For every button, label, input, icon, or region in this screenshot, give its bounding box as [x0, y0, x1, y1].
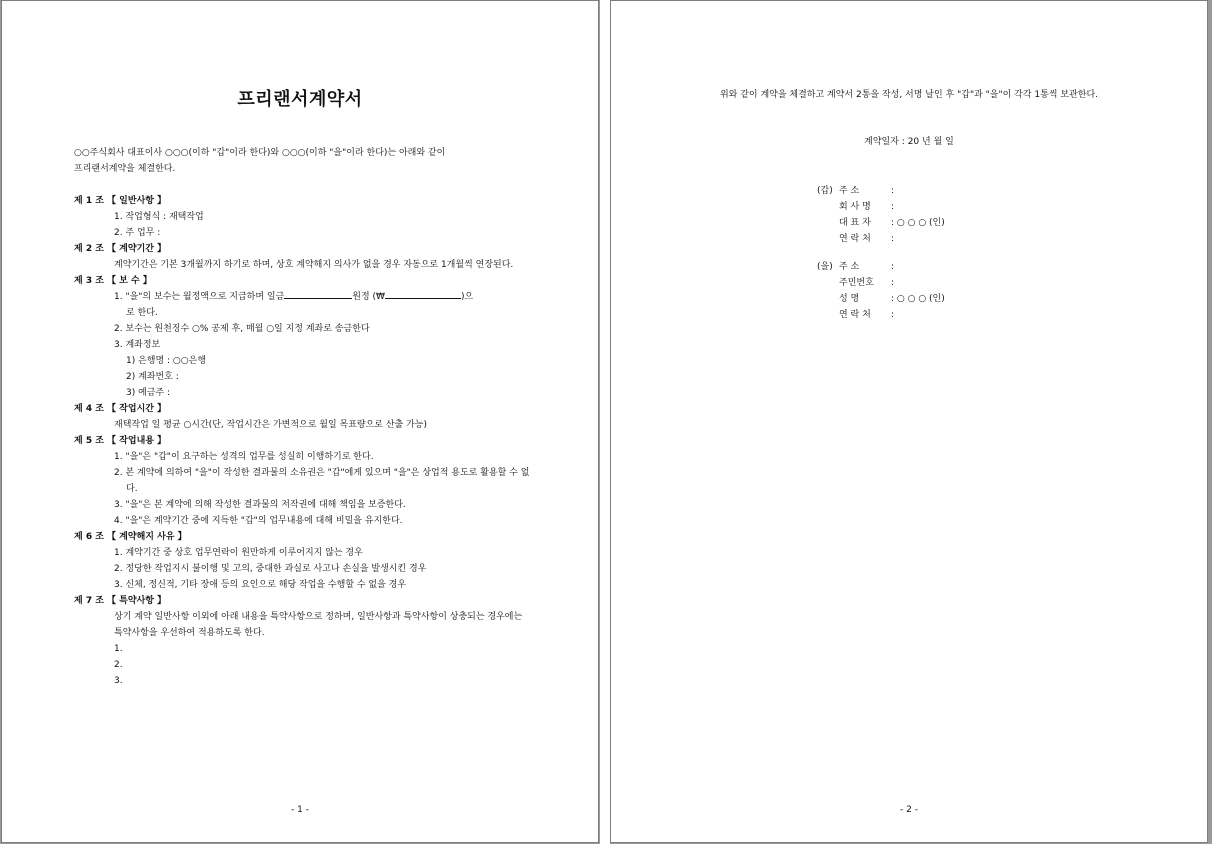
amount-blank: [284, 289, 352, 299]
party-b-label: (을): [817, 262, 833, 272]
article-4-heading: 제 4 조 【 작업시간 】: [74, 404, 167, 414]
document-page-2: [610, 0, 1208, 843]
article-1-heading: 제 1 조 【 일반사항 】: [74, 196, 167, 206]
field-value: :: [891, 310, 895, 320]
field-label: 연 락 처: [839, 234, 871, 244]
article-7-heading: 제 7 조 【 특약사항 】: [74, 596, 167, 606]
field-value: :: [891, 262, 895, 272]
list-item: 4. "을"은 계약기간 중에 지득한 "갑"의 업무내용에 대해 비밀을 유지한다.: [114, 516, 403, 526]
article-6-heading: 제 6 조 【 계약해지 사유 】: [74, 532, 187, 542]
page-gap: [600, 0, 610, 844]
list-item: [74, 289, 530, 305]
article-5-heading: 제 5 조 【 작업내용 】: [74, 436, 167, 446]
article-2-heading: 제 2 조 【 계약기간 】: [74, 244, 167, 254]
list-item: 3) 예금주 :: [126, 388, 171, 398]
list-item: 2. 본 계약에 의하여 "을"이 작성한 결과물의 소유권은 "갑"에게 있으며 "을"은 상업적 용도로 활용할 수 없다.: [114, 468, 530, 494]
field-label: 연 락 처: [839, 310, 871, 320]
field-label: 대 표 자: [839, 218, 871, 228]
field-value: :: [891, 202, 895, 212]
list-item-continuation: 로 한다.: [126, 308, 158, 318]
party-a-label: (갑): [817, 186, 833, 196]
field-label: 성 명: [839, 294, 860, 304]
salary-text-c: )으: [460, 292, 474, 302]
field-value: : ○ ○ ○ (인): [891, 294, 945, 304]
amount-blank-numeric: [385, 289, 461, 299]
page-title: 프리랜서계약서: [237, 89, 363, 110]
list-item: 2. 주 업무 :: [114, 228, 161, 238]
article-2-body: 계약기간은 기본 3개월까지 하기로 하며, 상호 계약해지 의사가 없을 경우 자동으로 1개월씩 연장된다.: [114, 260, 514, 270]
list-item: 2.: [114, 660, 123, 670]
list-item: 1) 은행명 : ○○은행: [126, 356, 207, 366]
intro-line-1: ○○주식회사 대표이사 ○○○(이하 "갑"이라 한다)와 ○○○(이하 "을"이라 한다)는 아래와 같이: [74, 148, 446, 158]
field-label: 회 사 명: [839, 202, 871, 212]
intro-line-2: 프리랜서계약을 체결한다.: [74, 164, 176, 174]
salary-text-b: 원정 (₩: [352, 292, 385, 302]
list-item: 2. 보수는 원천징수 ○% 공제 후, 매월 ○일 지정 계좌로 송금한다: [114, 324, 370, 334]
field-value: : ○ ○ ○ (인): [891, 218, 945, 228]
list-item: 1. 계약기간 중 상호 업무연락이 원만하게 이루어지지 않는 경우: [114, 548, 363, 558]
closing-statement: 위와 같이 계약을 체결하고 계약서 2통을 작성, 서명 날인 후 "갑"과 "을"이 각각 1통씩 보관한다.: [719, 90, 1099, 100]
field-label: 주 소: [839, 186, 860, 196]
article-3-heading: 제 3 조 【 보 수 】: [74, 276, 152, 286]
party-b-block: [817, 259, 945, 323]
list-item: 3. 신체, 정신적, 기타 장애 등의 요인으로 해당 작업을 수행할 수 없을 경우: [114, 580, 407, 590]
list-item: 3.: [114, 676, 123, 686]
list-item: 3. "을"은 본 계약에 의해 작성한 결과물의 저작권에 대해 책임을 보증한다.: [114, 500, 406, 510]
field-value: :: [891, 234, 895, 244]
field-value: :: [891, 186, 895, 196]
list-item: 1. "을"은 "갑"이 요구하는 성격의 업무를 성실히 이행하기로 한다.: [114, 452, 374, 462]
article-7-body: 상기 계약 일반사항 이외에 아래 내용을 특약사항으로 정하며, 일반사항과 특약사항이 상충되는 경우에는 특약사항을 우선하여 적용하도록 한다.: [114, 612, 523, 638]
page-number: - 1 -: [291, 805, 309, 815]
salary-text-a: 1. "을"의 보수는 월정액으로 지급하며 일금: [114, 292, 285, 302]
field-label: 주민번호: [839, 278, 874, 288]
contract-date: 계약일자 : 20 년 월 일: [864, 137, 954, 147]
list-item: 3. 계좌정보: [114, 340, 161, 350]
party-a-block: [817, 183, 945, 247]
list-item: 1.: [114, 644, 123, 654]
list-item: 1. 작업형식 : 재택작업: [114, 212, 204, 222]
page-number: - 2 -: [900, 805, 918, 815]
list-item: 2) 계좌번호 :: [126, 372, 179, 382]
document-page-1: [1, 0, 599, 843]
field-label: 주 소: [839, 262, 860, 272]
article-4-body: 재택작업 일 평균 ○시간(단, 작업시간은 가변적으로 월일 목표량으로 산출 가능): [114, 420, 427, 430]
field-value: :: [891, 278, 895, 288]
contract-body: [74, 145, 530, 689]
list-item: 2. 정당한 작업지시 불이행 및 고의, 중대한 과실로 사고나 손실을 발생시킨 경우: [114, 564, 427, 574]
